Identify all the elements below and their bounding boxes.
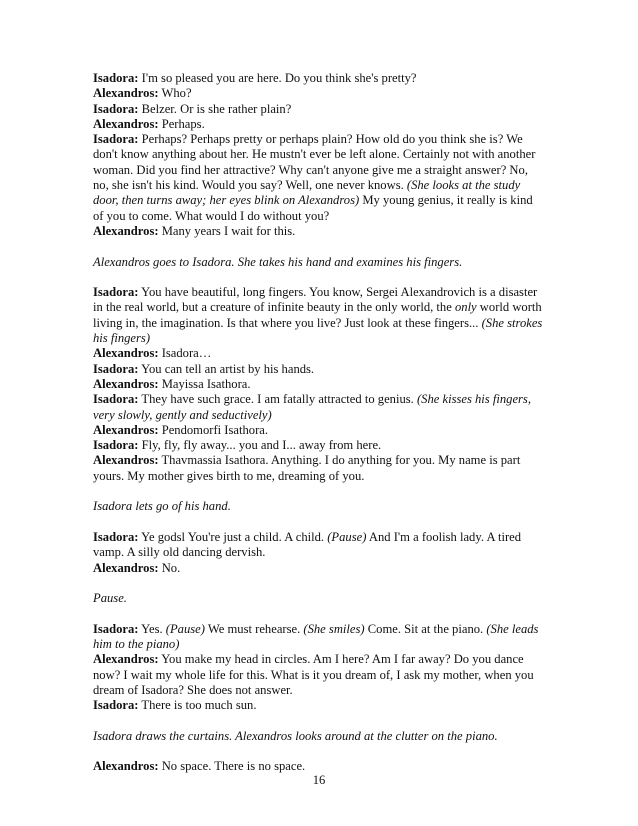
dialogue-text: I'm so pleased you are here. Do you think she's pretty? <box>138 71 417 85</box>
paragraph-gap <box>93 744 548 759</box>
script-line <box>93 178 548 193</box>
dialogue-text: vamp. A silly old dancing dervish. <box>93 545 266 560</box>
dialogue-text: No. <box>158 560 181 575</box>
speaker-name: Alexandros: <box>93 376 159 391</box>
script-line <box>93 530 548 545</box>
script-line <box>93 729 548 744</box>
stage-direction: only <box>454 300 477 315</box>
dialogue-text: You have beautiful, long fingers. You know, Sergei Alexandrovich is a disaster <box>138 285 538 300</box>
dialogue-text: Yes. <box>138 621 166 636</box>
dialogue-text: don't know anything about her. He mustn't ever be left alone. Certainly not with another <box>93 147 536 162</box>
speaker-name: Isadora: <box>93 529 139 544</box>
stage-direction: (She smiles) <box>303 621 365 636</box>
script-line <box>93 423 548 438</box>
speaker-name: Alexandros: <box>93 453 159 468</box>
paragraph-gap <box>93 515 548 530</box>
stage-direction: door, then turns away; her eyes blink on Alexandros) <box>93 193 360 208</box>
script-line <box>93 698 548 713</box>
stage-direction: (Pause) <box>327 529 367 544</box>
paragraph-gap <box>93 576 548 591</box>
dialogue-text: no, she isn't his kind. Would you say? Well, one never knows. <box>93 178 407 193</box>
script-line <box>93 545 548 560</box>
stage-direction: him to the piano) <box>93 636 180 651</box>
dialogue-text: And I'm a foolish lady. A tired <box>366 529 522 544</box>
paragraph-gap <box>93 239 548 254</box>
dialogue-text: now? I wait my whole life for this. What is it you dream of, I ask my mother, when you <box>93 667 534 682</box>
script-line <box>93 362 548 377</box>
speaker-name: Isadora: <box>93 392 139 407</box>
dialogue-text: Ye godsl You're just a child. A child. <box>138 529 328 544</box>
speaker-name: Alexandros: <box>93 652 159 667</box>
script-body <box>93 71 548 775</box>
script-line <box>93 71 548 86</box>
script-line <box>93 438 548 453</box>
speaker-name: Alexandros: <box>93 116 159 131</box>
speaker-name: Isadora: <box>93 71 139 85</box>
paragraph-gap <box>93 270 548 285</box>
script-line <box>93 453 548 468</box>
speaker-name: Alexandros: <box>93 86 159 101</box>
speaker-name: Alexandros: <box>93 560 159 575</box>
speaker-name: Isadora: <box>93 438 139 453</box>
dialogue-text: Fly, fly, fly away... you and I... away from here. <box>138 438 382 453</box>
dialogue-text: Many years I wait for this. <box>158 223 296 238</box>
script-line <box>93 668 548 683</box>
dialogue-text: Perhaps? Perhaps pretty or perhaps plain? How old do you think she is? We <box>138 132 523 147</box>
script-line <box>93 637 548 652</box>
dialogue-text: yours. My mother gives birth to me, dreaming of you. <box>93 468 365 483</box>
speaker-name: Isadora: <box>93 285 139 300</box>
dialogue-text: dream of Isadora? She does not answer. <box>93 682 293 697</box>
dialogue-text: Mayissa Isathora. <box>158 376 251 391</box>
dialogue-text: My young genius, it really is kind <box>359 193 533 208</box>
speaker-name: Isadora: <box>93 101 139 116</box>
stage-direction: (She kisses his fingers, <box>416 392 531 407</box>
paragraph-gap <box>93 713 548 728</box>
dialogue-text: There is too much sun. <box>138 698 257 713</box>
stage-direction: very slowly, gently and seductively) <box>93 407 272 422</box>
script-line <box>93 300 548 315</box>
script-line <box>93 408 548 423</box>
dialogue-text: Isadora… <box>158 346 212 361</box>
speaker-name: Alexandros: <box>93 346 159 361</box>
paragraph-gap <box>93 484 548 499</box>
script-line <box>93 86 548 101</box>
stage-direction: Isadora draws the curtains. Alexandros looks around at the clutter on the piano. <box>93 728 498 743</box>
dialogue-text: No space. There is no space. <box>158 759 306 774</box>
stage-direction: (She looks at the study <box>406 178 521 193</box>
script-line <box>93 209 548 224</box>
script-line <box>93 193 548 208</box>
script-line <box>93 117 548 132</box>
speaker-name: Alexandros: <box>93 422 159 437</box>
speaker-name: Alexandros: <box>93 223 159 238</box>
paragraph-gap <box>93 606 548 621</box>
dialogue-text: Come. Sit at the piano. <box>364 621 487 636</box>
script-line <box>93 285 548 300</box>
script-line <box>93 392 548 407</box>
dialogue-text: Perhaps. <box>158 116 205 131</box>
dialogue-text: woman. Did you find her attractive? Why can't anyone give me a straight answer? No, <box>93 162 528 177</box>
dialogue-text: Thavmassia Isathora. Anything. I do anything for you. My name is part <box>158 453 521 468</box>
script-line <box>93 591 548 606</box>
script-line <box>93 377 548 392</box>
script-line <box>93 102 548 117</box>
stage-direction: Pause. <box>93 591 127 606</box>
stage-direction: (She strokes <box>481 315 543 330</box>
script-line <box>93 147 548 162</box>
dialogue-text: Pendomorfi Isathora. <box>158 422 269 437</box>
script-line <box>93 652 548 667</box>
script-line <box>93 331 548 346</box>
page-number: 16 <box>312 773 326 787</box>
stage-direction: (Pause) <box>165 621 205 636</box>
script-line <box>93 346 548 361</box>
script-line <box>93 561 548 576</box>
dialogue-text: living in, the imagination. Is that where you live? Just look at these fingers... <box>93 315 482 330</box>
script-line <box>93 499 548 514</box>
dialogue-text: You can tell an artist by his hands. <box>138 361 315 376</box>
dialogue-text: Who? <box>158 86 192 101</box>
script-line <box>93 683 548 698</box>
stage-direction: his fingers) <box>93 331 151 346</box>
speaker-name: Isadora: <box>93 621 139 636</box>
script-line <box>93 316 548 331</box>
speaker-name: Alexandros: <box>93 759 159 774</box>
stage-direction: (She leads <box>486 621 539 636</box>
dialogue-text: They have such grace. I am fatally attracted to genius. <box>138 392 417 407</box>
script-line <box>93 224 548 239</box>
dialogue-text: world worth <box>476 300 542 315</box>
speaker-name: Isadora: <box>93 698 139 713</box>
script-line <box>93 469 548 484</box>
script-line <box>93 622 548 637</box>
stage-direction: Isadora lets go of his hand. <box>93 499 231 514</box>
dialogue-text: of you to come. What would I do without you? <box>93 208 330 223</box>
speaker-name: Isadora: <box>93 361 139 376</box>
speaker-name: Isadora: <box>93 132 139 147</box>
dialogue-text: in the real world, but a creature of infinite beauty in the only world, the <box>93 300 455 315</box>
script-line <box>93 163 548 178</box>
stage-direction: Alexandros goes to Isadora. She takes his hand and examines his fingers. <box>93 254 463 269</box>
script-line <box>93 255 548 270</box>
script-line <box>93 132 548 147</box>
dialogue-text: You make my head in circles. Am I here? Am I far away? Do you dance <box>158 652 524 667</box>
dialogue-text: We must rehearse. <box>204 621 304 636</box>
dialogue-text: Belzer. Or is she rather plain? <box>138 101 292 116</box>
